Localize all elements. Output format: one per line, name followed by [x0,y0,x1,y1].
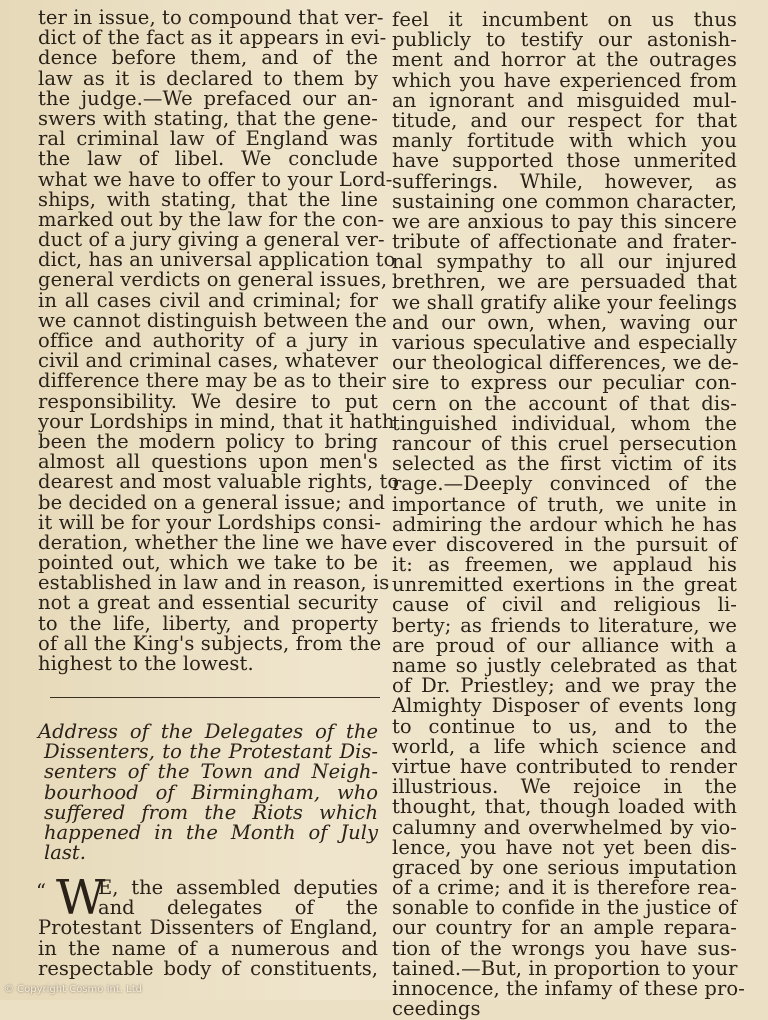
text-line: to the life, liberty, and property [38,611,378,635]
text-line: sonable to confide in the justice of [392,896,737,920]
text-line: calumny and overwhelmed by vio- [392,815,737,839]
text-line: established in law and in reason, is [38,571,390,595]
text-line: ral criminal law of England was [38,127,378,151]
text-line: in the name of a numerous and [38,936,378,960]
text-line: lence, you have not yet been dis- [392,835,737,859]
copyright-watermark: © Copyright Cosmo Int. Ltd [4,984,142,995]
text-line: of a crime; and it is therefore rea- [392,876,737,900]
text-line: admiring the ardour which he has [392,512,737,536]
left-column [38,6,400,675]
text-line: respectable body of constituents, [38,956,378,980]
text-line: an ignorant and misguided mul- [392,88,737,112]
text-line: illustrious. We rejoice in the [392,775,737,799]
text-line: tion of the wrongs you have sus- [392,936,737,960]
text-line: to continue to us, and to the [392,714,737,738]
text-line: duct of a jury giving a general ver- [38,228,385,252]
text-line: brethren, we are persuaded that [392,270,737,294]
text-line: Protestant Dissenters of England, [38,916,378,940]
text-line: of Dr. Priestley; and we pray the [392,674,737,698]
text-line: E, the assembled deputies [98,876,378,899]
text-line: importance of truth, we unite in [392,492,737,516]
address-opening [36,870,378,980]
text-line: ter in issue, to compound that ver- [38,6,384,29]
text-line: titude, and our respect for that [392,108,737,132]
text-line: our country for an ample repara- [392,916,737,940]
text-line: name so justly celebrated as that [392,654,737,677]
heading-line: last. [44,841,86,865]
text-line: it will be for your Lordships consi- [38,510,382,534]
text-line: ships, with stating, that the line [38,187,378,211]
text-line: law as it is declared to them by [38,66,378,90]
text-line: be decided on a general issue; and [38,490,386,514]
text-line: tinguished individual, whom the [392,411,737,435]
text-line: thought, that, though loaded with [392,795,737,819]
text-line: your Lordships in mind, that it hath [38,409,395,433]
text-line: unremitted exertions in the great [392,573,737,597]
text-line: general verdicts on general issues, [38,268,388,292]
text-line: have supported those unmerited [392,149,737,173]
text-line: deration, whether the line we have [38,530,388,554]
text-line: highest to the lowest. [38,652,254,675]
text-line: marked out by the law for the con- [38,207,385,231]
text-line: publicly to testify our astonish- [392,28,737,52]
text-line: we are anxious to pay this sincere [392,209,737,233]
text-line: tribute of affectionate and frater- [392,230,737,254]
text-line: ceedings [392,997,481,1020]
text-line: tained.—But, in proportion to your [392,956,738,980]
text-line: we shall gratify alike your feelings [392,290,738,314]
text-line: rage.—Deeply convinced of the [392,472,737,496]
text-line: world, a life which science and [392,734,737,758]
text-line: selected as the first victim of its [392,452,737,476]
text-line: dence before them, and of the [38,46,378,70]
text-line: various speculative and especially [392,331,737,354]
text-line: in all cases civil and criminal; for [38,288,378,312]
text-line: Almighty Disposer of events long [392,694,737,718]
text-line: are proud of our alliance with a [392,633,737,657]
text-line: berty; as friends to literature, we [392,613,737,637]
text-line: nal sympathy to all our injured [392,250,737,274]
text-line: not a great and essential security [38,591,378,615]
text-line: been the modern policy to bring [38,429,378,453]
text-line: the law of libel. We conclude [38,147,378,171]
text-line: difference there may be as to their [38,369,386,393]
text-line: sufferings. While, however, as [392,169,737,193]
text-line: of all the King's subjects, from the [38,631,382,655]
drop-cap: W [56,870,106,926]
text-line: what we have to offer to your Lord- [38,167,393,191]
text-line: it: as freemen, we applaud his [392,553,737,577]
text-line: sustaining one common character, [392,189,737,213]
text-line: which you have experienced from [392,68,737,92]
heading-line: bourhood of Birmingham, who [44,780,378,804]
address-heading [38,722,378,863]
text-line: feel it incumbent on us thus [392,8,737,31]
text-line: cern on the account of that dis- [392,391,737,415]
heading-line: senters of the Town and Neigh- [44,760,378,784]
text-line: cause of civil and religious li- [392,593,737,617]
text-line: dict, has an universal application to [38,248,396,272]
text-line: and delegates of the [98,896,378,920]
text-line: our theological differences, we de- [392,351,739,375]
text-line: responsibility. We desire to put [38,389,378,413]
text-line: we cannot distinguish between the [38,308,387,332]
text-line: almost all questions upon men's [38,450,378,474]
text-line: office and authority of a jury in [38,329,378,352]
text-line: ever discovered in the pursuit of [392,532,737,556]
text-line: swers with stating, that the gene- [38,106,378,130]
text-line: rancour of this cruel persecution [392,431,737,455]
text-line: the judge.—We prefaced our an- [38,86,378,110]
text-line: sire to express our peculiar con- [392,371,737,395]
text-line: dearest and most valuable rights, to [38,470,400,494]
opening-quote-mark: “ [36,880,46,903]
heading-line: suffered from the Riots which [44,800,378,824]
section-divider [50,697,380,698]
text-line: dict of the fact as it appears in evi- [38,26,387,50]
text-line: graced by one serious imputation [392,855,737,879]
text-line: virtue have contributed to render [392,754,737,778]
heading-line: happened in the Month of July [44,820,378,844]
text-line: innocence, the infamy of these pro- [392,977,745,1000]
text-line: manly fortitude with which you [392,129,737,153]
right-column [392,8,745,1020]
text-line: ment and horror at the outrages [392,48,737,72]
text-line: and our own, when, waving our [392,310,737,334]
text-line: civil and criminal cases, whatever [38,349,378,373]
heading-line: Address of the Delegates of the [38,720,378,743]
text-line: pointed out, which we take to be [38,551,378,575]
heading-line: Dissenters, to the Protestant Dis- [44,740,378,764]
